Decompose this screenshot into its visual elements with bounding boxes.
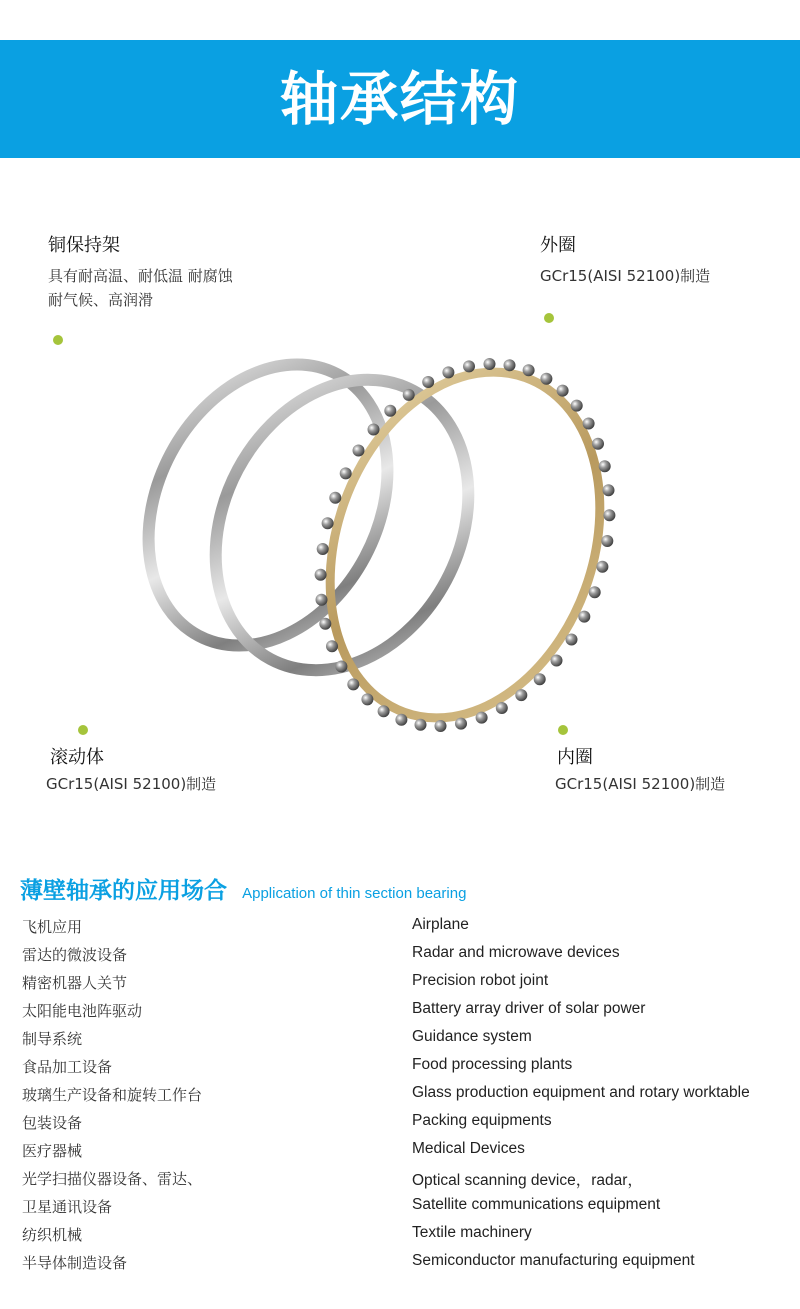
rolling-element-desc: GCr15(AISI 52100)制造	[46, 775, 217, 793]
ball-icon	[361, 693, 373, 705]
ball-icon	[557, 385, 569, 397]
application-cn: 玻璃生产设备和旋转工作台	[22, 1086, 203, 1104]
application-en: Optical scanning device，radar，	[412, 1172, 643, 1189]
outer-ring-shape	[140, 350, 435, 687]
list-item	[0, 1052, 800, 1080]
outer-ring-desc: GCr15(AISI 52100)制造	[540, 267, 711, 285]
list-item	[0, 1248, 800, 1276]
ball-icon	[340, 467, 352, 479]
inner-ring-title: 内圈	[557, 747, 593, 768]
application-cn: 太阳能电池阵驱动	[22, 1002, 143, 1020]
applications-title	[20, 872, 466, 905]
ball-icon	[347, 678, 359, 690]
application-cn: 雷达的微波设备	[22, 946, 128, 964]
application-en: Guidance system	[412, 1028, 532, 1045]
application-en: Textile machinery	[412, 1224, 532, 1241]
ball-icon	[463, 360, 475, 372]
cage-desc-line2: 耐气候、高润滑	[48, 291, 154, 309]
rolling-element-dot	[78, 725, 88, 735]
ball-icon	[335, 661, 347, 673]
list-item	[0, 1080, 800, 1108]
application-cn: 精密机器人关节	[22, 974, 128, 992]
list-item	[0, 1136, 800, 1164]
application-cn: 飞机应用	[22, 918, 83, 936]
application-en: Medical Devices	[412, 1140, 525, 1157]
ball-icon	[395, 714, 407, 726]
ball-icon	[603, 509, 615, 521]
ball-icon	[455, 718, 467, 730]
application-cn: 卫星通讯设备	[22, 1198, 113, 1216]
application-cn: 食品加工设备	[22, 1058, 113, 1076]
application-en: Airplane	[412, 916, 469, 933]
ball-icon	[326, 640, 338, 652]
ball-icon	[316, 594, 328, 606]
list-item	[0, 1192, 800, 1220]
ball-icon	[484, 358, 496, 370]
ball-icon	[329, 492, 341, 504]
ball-icon	[571, 400, 583, 412]
ball-icon	[422, 376, 434, 388]
cage-title: 铜保持架	[48, 235, 120, 256]
ball-icon	[601, 535, 613, 547]
header-banner	[0, 40, 800, 158]
application-en: Satellite communications equipment	[412, 1196, 661, 1213]
application-en: Packing equipments	[412, 1112, 552, 1129]
list-item	[0, 1108, 800, 1136]
ball-icon	[599, 460, 611, 472]
application-cn: 包装设备	[22, 1114, 83, 1132]
cage-desc-line1: 具有耐高温、耐低温 耐腐蚀	[48, 267, 233, 285]
ball-icon	[317, 543, 329, 555]
ball-icon	[476, 712, 488, 724]
application-en: Precision robot joint	[412, 972, 549, 989]
ball-icon	[583, 418, 595, 430]
cage-label	[48, 234, 233, 312]
ball-icon	[368, 424, 380, 436]
list-item	[0, 1164, 800, 1192]
outer-ring-dot	[544, 313, 554, 323]
cage-dot	[53, 335, 63, 345]
application-en: Radar and microwave devices	[412, 944, 620, 961]
application-en: Glass production equipment and rotary worktable	[412, 1084, 750, 1101]
ball-icon	[515, 689, 527, 701]
applications-list	[0, 912, 800, 1276]
list-item	[0, 968, 800, 996]
bearing-exploded-illustration	[140, 350, 640, 750]
ball-icon	[435, 720, 447, 732]
ball-icon	[551, 655, 563, 667]
ball-icon	[523, 364, 535, 376]
ball-icon	[403, 389, 415, 401]
ball-icon	[566, 634, 578, 646]
application-cn: 半导体制造设备	[22, 1254, 128, 1272]
application-en: Food processing plants	[412, 1056, 573, 1073]
inner-ring-label	[557, 746, 725, 796]
list-item	[0, 996, 800, 1024]
list-item	[0, 1220, 800, 1248]
application-en: Battery array driver of solar power	[412, 1000, 646, 1017]
application-en: Semiconductor manufacturing equipment	[412, 1252, 695, 1269]
ball-icon	[384, 405, 396, 417]
ball-icon	[353, 445, 365, 457]
list-item	[0, 912, 800, 940]
application-cn: 制导系统	[22, 1030, 83, 1048]
ball-icon	[378, 705, 390, 717]
inner-ring-shape	[166, 350, 517, 715]
ball-icon	[589, 586, 601, 598]
ball-icon	[496, 702, 508, 714]
inner-ring-desc: GCr15(AISI 52100)制造	[555, 775, 726, 793]
rolling-element-title: 滚动体	[50, 747, 104, 768]
applications-title-en: Application of thin section bearing	[242, 885, 467, 902]
rolling-element-label	[46, 746, 217, 796]
application-cn: 医疗器械	[22, 1142, 83, 1160]
page-title: 轴承结构	[279, 65, 520, 133]
ball-icon	[504, 359, 516, 371]
outer-ring-title: 外圈	[540, 235, 576, 256]
list-item	[0, 1024, 800, 1052]
applications-title-cn: 薄壁轴承的应用场合	[20, 878, 227, 904]
application-cn: 光学扫描仪器设备、雷达、	[22, 1170, 203, 1188]
ball-icon	[322, 517, 334, 529]
ball-icon	[592, 438, 604, 450]
outer-ring-label	[540, 234, 710, 288]
application-cn: 纺织机械	[22, 1226, 83, 1244]
ball-icon	[415, 719, 427, 731]
ball-icon	[319, 618, 331, 630]
ball-icon	[442, 366, 454, 378]
ball-icon	[596, 561, 608, 573]
ball-icon	[534, 673, 546, 685]
ball-icon	[578, 611, 590, 623]
ball-icon	[603, 484, 615, 496]
ball-icon	[540, 373, 552, 385]
list-item	[0, 940, 800, 968]
ball-icon	[315, 569, 327, 581]
